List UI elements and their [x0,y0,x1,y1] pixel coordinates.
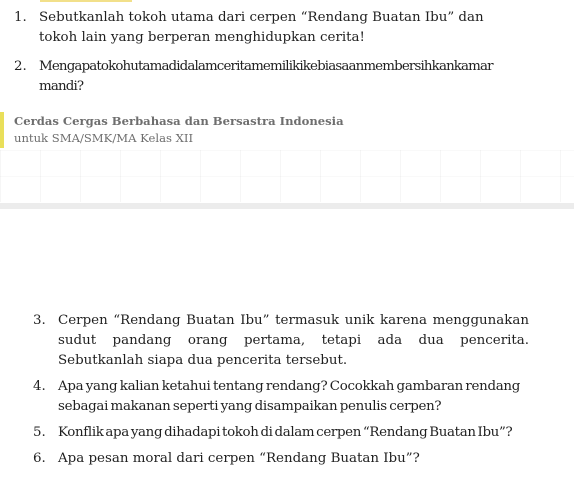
question-number: 3. [33,313,46,328]
question-text: Sebutkanlah tokoh utama dari cerpen “Rendang Buatan Ibu” dan tokoh lain yang berperan menghidupkan cerita! [39,10,484,45]
footer-background-pattern [0,150,574,202]
question-number: 5. [33,425,46,440]
question-item-3 [33,311,529,371]
question-item-6 [33,449,529,469]
question-text: Apa yang kalian ketahui tentang rendang? Cocokkah gambaran rendang sebagai makanan seperti yang disampaikan penulis cerpen? [58,379,521,414]
question-number: 6. [33,451,46,466]
question-list-bottom [33,311,529,475]
question-number: 4. [33,379,46,394]
question-item-2 [14,57,514,97]
page-break-divider [0,203,574,209]
footer-book-title: Cerdas Cergas Berbahasa dan Bersastra Indonesia [14,114,344,128]
question-item-4 [33,377,529,417]
question-number: 2. [14,59,27,74]
question-text: Konflik apa yang dihadapi tokoh di dalam cerpen “Rendang Buatan Ibu”? [58,425,513,440]
footer-accent-bar [0,112,4,148]
question-text: Mengapa tokoh utama di dalam cerita memiliki kebiasaan membersihkan kamar mandi? [39,59,493,94]
question-text: Cerpen “Rendang Buatan Ibu” termasuk unik karena menggunakan sudut pandang orang pertama, tetapi ada dua pencerita. Sebutkanlah siapa dua pencerita tersebut. [58,313,529,368]
question-list-top [14,8,514,106]
footer-book-subtitle: untuk SMA/SMK/MA Kelas XII [14,131,194,145]
question-item-5 [33,423,529,443]
question-text: Apa pesan moral dari cerpen “Rendang Buatan Ibu”? [58,451,420,466]
question-number: 1. [14,10,27,25]
question-item-1 [14,8,514,48]
top-accent-line [40,0,132,2]
